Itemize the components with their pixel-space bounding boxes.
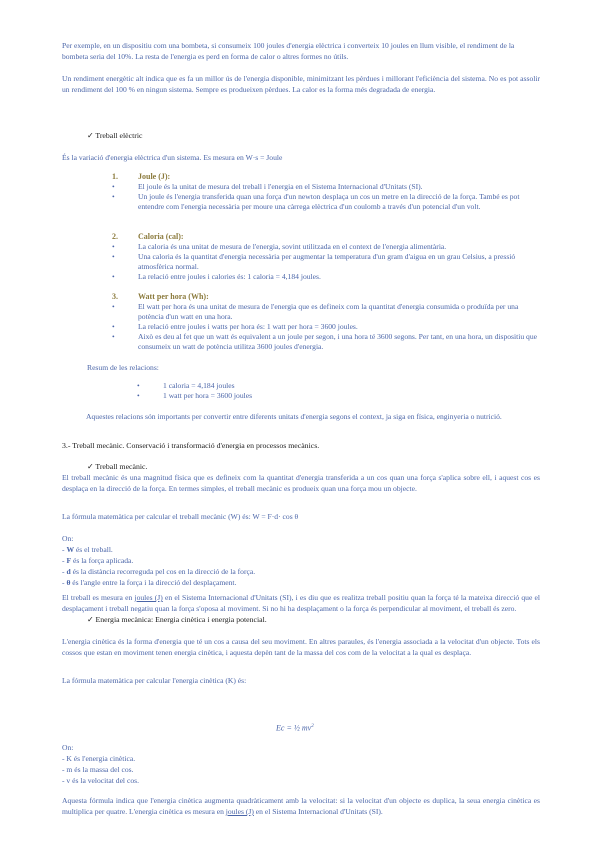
- intro-paragraph-1: Per exemple, en un dispositiu com una bombeta, si consumeix 100 joules d'energia elèctrica i converteix 10 joules en llum visible, el rendiment de la bombeta seria del 10%. La resta de l'energia es perd en forma de calor o altres formes no útils.: [62, 41, 515, 61]
- list-item: • Això es deu al fet que un watt és equivalent a un joule per segon, i una hora té 3600 segons. Per tant, en una hora, un dispositiu que consumeix un watt de potència utilitza 3600 joules d'energia.: [112, 332, 537, 352]
- list-item: • Una caloria és la quantitat d'energia necessària per augmentar la temperatura d'un gram d'aigua en un grau Celsius, a pressió atmosfèrica normal.: [112, 252, 516, 272]
- unit-title-watt-hour: 3. Watt per hora (Wh):: [112, 292, 209, 301]
- mechanical-energy-heading: ✓ Energia mecànica: Energia cinètica i energia potencial.: [87, 615, 267, 624]
- work-formula-intro: La fórmula matemàtica per calcular el treball mecànic (W) és: W = F·d· cos θ: [62, 512, 299, 521]
- list-item: • El joule és la unitat de mesura del treball i l'energia en el Sistema Internacional d'Unitats (SI).: [112, 182, 423, 191]
- list-item: • 1 caloria = 4,184 joules: [137, 381, 235, 390]
- intro-paragraph-2: Un rendiment energètic alt indica que es fa un millor ús de l'energia disponible, minimitzant les pèrdues i millorant l'eficiència del sistema. No es pot assolir un rendiment del 100 % en ningun sistema. Sempre es produeixen pèrdues. La calor es la forma més degradada de energia.: [62, 74, 540, 94]
- kinetic-energy-definition: L'energia cinètica és la forma d'energia que té un cos a causa del seu moviment. En altres paraules, és l'energia associada a la velocitat d'un objecte. Tots els cossos que estan en moviment tenen energia cinètica, i aquesta depèn tant de la massa del cos com de la velocitat a la qual es desplaça.: [62, 637, 540, 657]
- list-item: • El watt per hora és una unitat de mesura de l'energia que es defineix com la quantitat d'energia consumida o produïda per una potència d'un watt en una hora.: [112, 302, 519, 322]
- electric-closing-paragraph: Aquestes relacions són importants per convertir entre diferents unitats d'energia segons el context, ja siga en física, enginyeria o nutrició.: [86, 412, 502, 421]
- unit-title-joule: 1. Joule (J):: [112, 172, 171, 181]
- electric-work-definition: És la variació d'energia elèctrica d'un sistema. Es mesura en W·s = Joule: [62, 153, 283, 162]
- bullet-icon: •: [137, 391, 140, 400]
- kinetic-closing-paragraph: Aquesta fórmula indica que l'energia cinètica augmenta quadràticament amb la velocitat: si la velocitat d'un objecte es duplica, la seua energia cinètica es multiplica per quatre. L'energia cinètica es mesura en joules (J) en el Sistema Internacional d'Unitats (SI).: [62, 796, 540, 816]
- work-variable-d: - d és la distància recorreguda pel cos en la direcció de la força.: [62, 567, 256, 576]
- kinetic-variable-k: - K és l'energia cinètica.: [62, 754, 136, 763]
- work-variable-f: - F és la força aplicada.: [62, 556, 134, 565]
- joules-link[interactable]: joules (J): [225, 807, 254, 816]
- unit-title-calorie: 2. Caloria (cal):: [112, 232, 184, 241]
- bullet-icon: •: [112, 242, 115, 251]
- mechanical-work-definition: El treball mecànic és una magnitud física que es defineix com la quantitat d'energia transferida a un cos quan una força s'aplica sobre ell, i aquest cos es desplaça en la direcció de la força. En termes simples, el treball mecànic es produeix quan una força mou un objecte.: [62, 473, 540, 493]
- kinetic-variables-on: On:: [62, 743, 74, 752]
- kinetic-variable-m: - m és la massa del cos.: [62, 765, 134, 774]
- bullet-icon: •: [112, 252, 115, 261]
- list-item: • Un joule és l'energia transferida quan una força d'un newton desplaça un cos un metre en la direcció de la força. També es pot entendre com l'energia necessària per moure una càrrega elèctrica d'un coulomb a través d'un potencial d'un volt.: [112, 192, 520, 212]
- summary-label: Resum de les relacions:: [87, 363, 159, 372]
- joules-link[interactable]: joules (J): [134, 593, 163, 602]
- bullet-icon: •: [112, 272, 115, 281]
- bullet-icon: •: [112, 182, 115, 191]
- list-item: • La relació entre joules i calories és: 1 caloria = 4,184 joules.: [112, 272, 321, 281]
- work-variable-w: - W és el treball.: [62, 545, 113, 554]
- work-variable-theta: - θ és l'angle entre la força i la direcció del desplaçament.: [62, 578, 237, 587]
- work-units-paragraph: El treball es mesura en joules (J) en el Sistema Internacional d'Unitats (SI), i es diu que es realitza treball positiu quan la força té la mateixa direcció que el desplaçament i treball negatiu quan la força s'oposa al moviment. Si no hi ha desplaçament o la força és perpendicular al moviment, el treball és zero.: [62, 593, 540, 613]
- list-item: • La relació entre joules i watts per hora és: 1 watt per hora = 3600 joules.: [112, 322, 358, 331]
- work-variables-on: On:: [62, 534, 74, 543]
- bullet-icon: •: [137, 381, 140, 390]
- bullet-icon: •: [112, 302, 115, 311]
- mechanical-work-heading: ✓ Treball mecànic.: [87, 462, 148, 471]
- section-3-heading: 3.- Treball mecànic. Conservació i transformació d'energia en processos mecànics.: [62, 441, 320, 450]
- bullet-icon: •: [112, 322, 115, 331]
- list-item: • La caloria és una unitat de mesura de l'energia, sovint utilitzada en el context de l'energia alimentària.: [112, 242, 447, 251]
- electric-work-heading: ✓ Treball elèctric: [87, 131, 143, 140]
- kinetic-variable-v: - v és la velocitat del cos.: [62, 776, 139, 785]
- bullet-icon: •: [112, 332, 115, 341]
- kinetic-formula-intro: La fórmula matemàtica per calcular l'energia cinètica (K) és:: [62, 676, 247, 685]
- kinetic-energy-formula: Ec = ½ $mv^2$: [276, 723, 314, 733]
- bullet-icon: •: [112, 192, 115, 201]
- list-item: • 1 watt per hora = 3600 joules: [137, 391, 253, 400]
